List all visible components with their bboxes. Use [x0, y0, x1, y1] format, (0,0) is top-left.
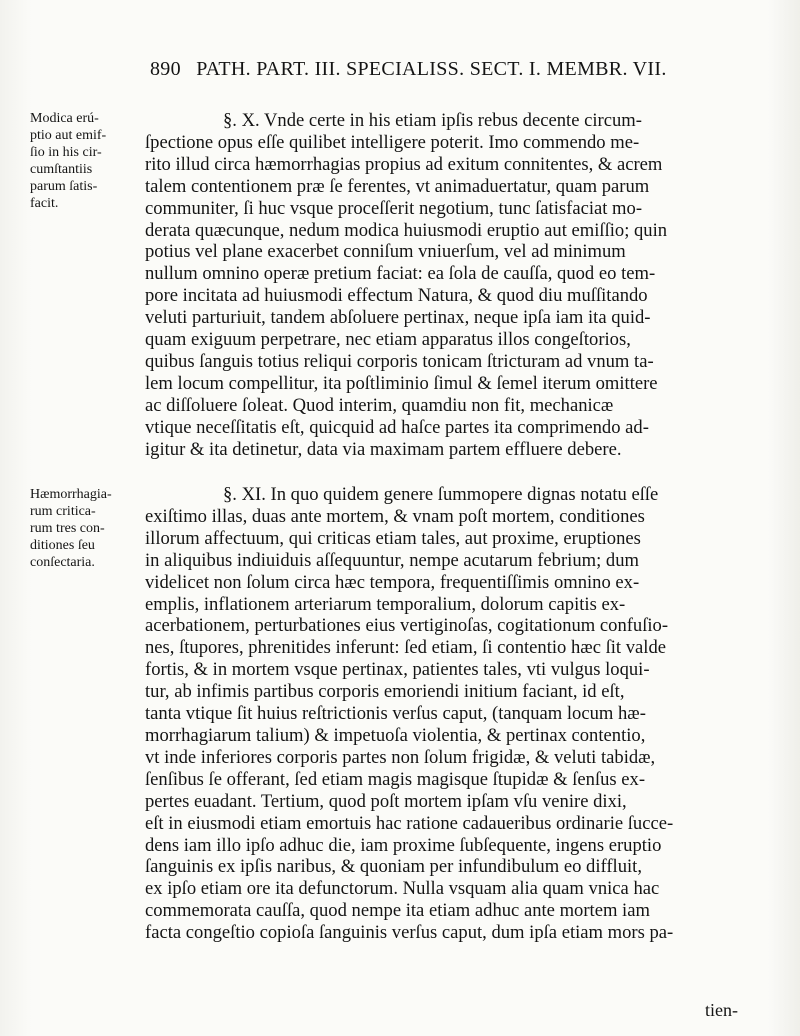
text-line: ac diſſoluere ſoleat. Quod interim, quamdiu non fit, mechanicæ	[145, 394, 614, 416]
text-line: dens iam illo ipſo adhuc die, iam proxime ſubſequente, ingens eruptio	[145, 834, 662, 856]
text-line: communiter, ſi huc vsque proceſſerit negotium, tunc ſatisfaciat mo-	[145, 197, 643, 219]
text-line: vtique neceſſitatis eſt, quicquid ad haſce partes ita comprimendo ad-	[145, 416, 649, 438]
text-line: eſt in eiusmodi etiam emortuis hac ratione cadaueribus ordinarie ſucce-	[145, 812, 674, 834]
margin-note-line: parum ſatis-	[30, 179, 98, 194]
margin-note-line: ſio in his cir-	[30, 145, 102, 160]
text-line: tanta vtique ſit huius reſtrictionis verſus caput, (tanquam locum hæ-	[145, 703, 646, 725]
text-line: illorum affectuum, qui criticas etiam tales, aut proxime, eruptiones	[145, 527, 641, 549]
section-x	[145, 110, 740, 461]
margin-note-line: Hæmorrhagia-	[30, 487, 112, 502]
text-line: §. XI. In quo quidem genere ſummopere dignas notatu eſſe	[223, 484, 659, 505]
margin-note-modica-eruptio	[30, 110, 142, 212]
margin-note-line: conſectaria.	[30, 555, 95, 570]
margin-note-line: ptio aut emif-	[30, 128, 107, 143]
text-line: quam exiguum perpetrare, nec etiam apparatus illos congeſtorios,	[145, 329, 631, 351]
text-line: ſanguinis ex ipſis naribus, & quoniam per infundibulum eo diffluit,	[145, 856, 642, 878]
text-line: nes, ſtupores, phrenitides inferunt: ſed etiam, ſi contentio hæc ſit valde	[145, 637, 667, 659]
text-line: igitur & ita detinetur, data via maximam partem effluere debere.	[145, 438, 622, 460]
text-line: §. X. Vnde certe in his etiam ipſis rebus decente circum-	[223, 110, 642, 131]
margin-note-line: Modica erú-	[30, 111, 99, 126]
margin-note-line: ditiones ſeu	[30, 538, 95, 553]
text-line: videlicet non ſolum circa hæc tempora, frequentiſſimis omnino ex-	[145, 571, 640, 593]
text-line: ſenſibus ſe offerant, ſed etiam magis magisque ſtupidæ & ſenſus ex-	[145, 768, 646, 790]
page-number: 890	[150, 58, 181, 80]
margin-note-line: cumſtantiis	[30, 162, 93, 177]
section-xi	[145, 484, 740, 944]
text-line: facta congeſtio copioſa ſanguinis verſus caput, dum ipſa etiam mors pa-	[145, 922, 674, 944]
text-line: in aliquibus indiuiduis aſſequuntur, nempe acutarum febrium; dum	[145, 549, 639, 571]
text-line: potius vel plane exacerbet conniſum vniuerſum, vel ad minimum	[145, 241, 626, 263]
text-line: morrhagiarum talium) & impetuoſa violentia, & pertinax contentio,	[145, 724, 646, 746]
text-line: exiſtimo illas, duas ante mortem, & vnam poſt mortem, conditiones	[145, 505, 645, 527]
catchword: tien-	[705, 1000, 738, 1020]
text-line: quibus ſanguis totius reliqui corporis tonicam ſtricturam ad vnum ta-	[145, 350, 654, 372]
margin-note-line: rum tres con-	[30, 521, 105, 536]
text-line: ſpectione opus eſſe quilibet intelligere poterit. Imo commendo me-	[145, 131, 640, 153]
running-title: PATH. PART. III. SPECIALISS. SECT. I. MEMBR. VII.	[196, 58, 667, 80]
text-line: fortis, & in mortem vsque pertinax, patientes tales, vti vulgus loqui-	[145, 659, 650, 681]
text-line: talem contentionem præ ſe ferentes, vt animaduertatur, quam parum	[145, 175, 650, 197]
text-line: nullum omnino operæ pretium faciat: ea ſola de cauſſa, quod eo tem-	[145, 263, 656, 285]
text-line: veluti parturiuit, tandem abſoluere pertinax, neque ipſa iam ita quid-	[145, 307, 651, 329]
text-line: rito illud circa hæmorrhagias propius ad exitum connitentes, & acrem	[145, 153, 663, 175]
text-line: pertes euadant. Tertium, quod poſt mortem ipſam vſu venire dixi,	[145, 790, 627, 812]
margin-note-line: facit.	[30, 196, 59, 211]
text-line: emplis, inflationem arteriarum temporalium, dolorum capitis ex-	[145, 593, 626, 615]
text-line: vt inde inferiores corporis partes non ſolum frigidæ, & veluti tabidæ,	[145, 746, 656, 768]
text-line: commemorata cauſſa, quod nempe ita etiam adhuc ante mortem iam	[145, 900, 650, 922]
margin-note-haemorrhagiarum	[30, 486, 142, 571]
margin-note-line: rum critica-	[30, 504, 96, 519]
text-line: tur, ab infimis partibus corporis emoriendi initium faciant, id eſt,	[145, 681, 625, 703]
text-line: lem locum compellitur, ita poſtliminio ſimul & ſemel iterum omittere	[145, 372, 658, 394]
text-line: ex ipſo etiam ore ita defunctorum. Nulla vsquam alia quam vnica hac	[145, 878, 660, 900]
text-line: pore incitata ad huiusmodi effectum Natura, & quod diu muſſitando	[145, 285, 648, 307]
running-header	[150, 58, 710, 81]
text-line: acerbationem, perturbationes eius vertiginoſas, cogitationum confuſio-	[145, 615, 669, 637]
text-line: derata quæcunque, nedum modica huiusmodi eruptio aut emiſſio; quin	[145, 219, 668, 241]
